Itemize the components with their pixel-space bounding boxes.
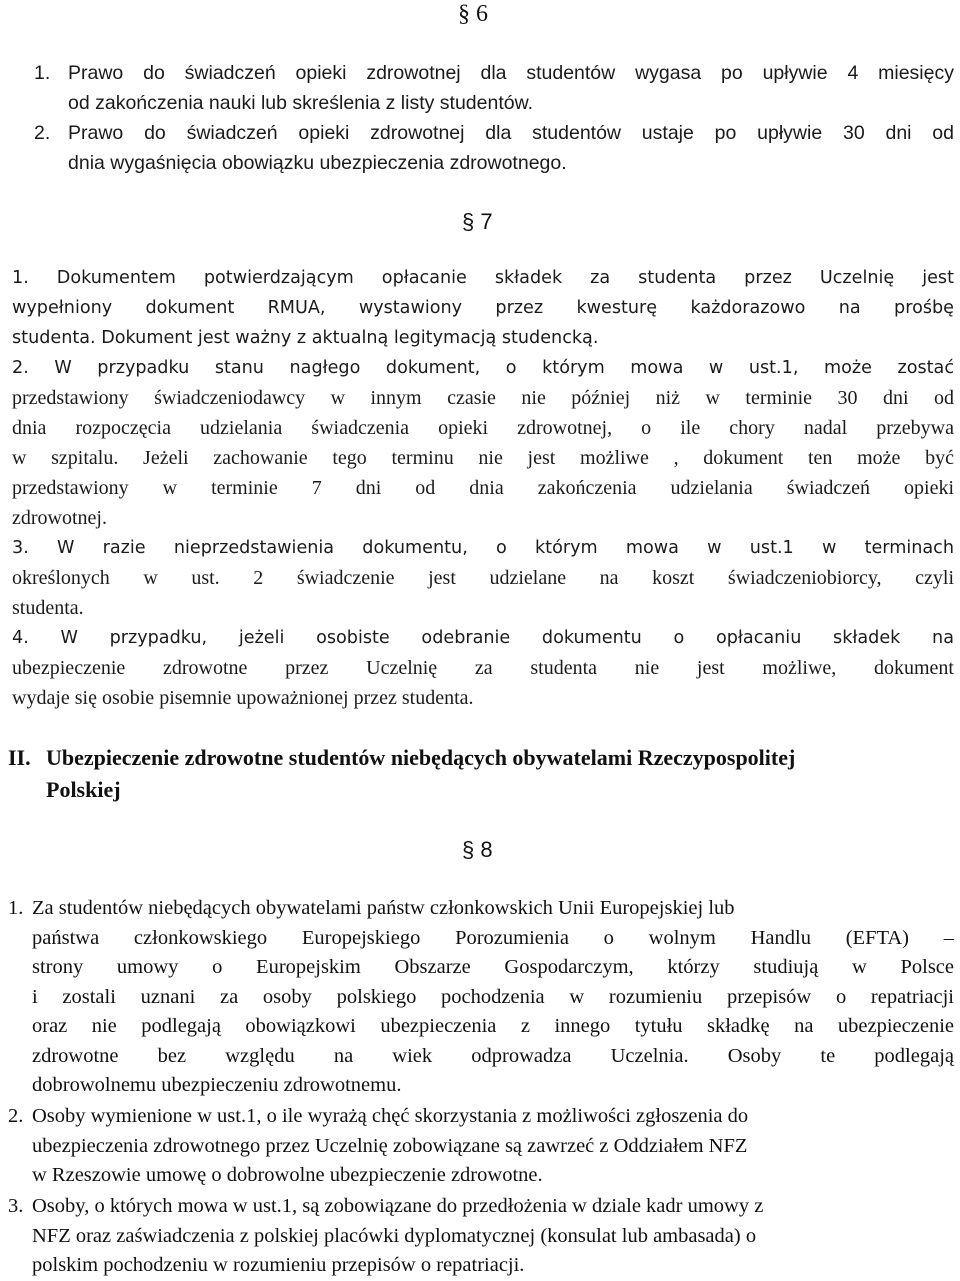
item-number: 4. (12, 628, 29, 648)
section-6-item-1 (34, 58, 954, 118)
item-line: strony umowy o Europejskim Obszarze Gospodarczym, którzy studiują w Polsce (32, 956, 954, 978)
item-line: Prawo do świadczeń opieki zdrowotnej dla studentów wygasa po upływie 4 miesięcy (68, 62, 954, 84)
section-7-mark: § 7 (462, 209, 493, 234)
item-line (12, 623, 954, 653)
part-2-title-line: Polskiej (46, 777, 121, 802)
item-number: 3. (8, 1195, 24, 1217)
item-line (12, 353, 954, 383)
item-number: 3. (12, 538, 29, 558)
section-7-item-4 (12, 623, 954, 713)
item-line: określonych w ust. 2 świadczenie jest udzielane na koszt świadczeniobiorcy, czyli (12, 567, 954, 589)
item-line: ubezpieczenia zdrowotnego przez Uczelnię zobowiązane są zawrzeć z Oddziałem NFZ (32, 1134, 748, 1157)
section-8-item-2 (8, 1102, 954, 1191)
item-first-line: W przypadku, jeżeli osobiste odebranie dokumentu o opłacaniu składek na (60, 628, 954, 648)
section-6-mark: § 6 (458, 1, 488, 27)
item-line: dnia wygaśnięcia obowiązku ubezpieczenia zdrowotnego. (68, 152, 567, 174)
item-line: Osoby, o których mowa w ust.1, są zobowiązane do przedłożenia w dziale kadr umowy z (32, 1195, 764, 1217)
item-line: zdrowotnej. (12, 507, 107, 529)
section-7-item-2 (12, 353, 954, 533)
part-2-number: II. (8, 745, 31, 770)
part-2-title-line: Ubezpieczenie zdrowotne studentów niebędących obywatelami Rzeczypospolitej (46, 745, 796, 770)
part-2-heading (8, 742, 954, 806)
item-line: studenta. Dokument jest ważny z aktualną legitymacją studencką. (12, 328, 599, 348)
item-line: wydaje się osobie pisemnie upoważnionej przez studenta. (12, 687, 474, 709)
item-line: w szpitalu. Jeżeli zachowanie tego terminu nie jest możliwe , dokument ten może być (12, 447, 954, 469)
item-number: 1. (34, 62, 51, 84)
item-line: Za studentów niebędących obywatelami państw członkowskich Unii Europejskiej lub (32, 897, 735, 919)
item-line: wypełniony dokument RMUA, wystawiony przez kwesturę każdorazowo na prośbę (12, 298, 954, 318)
section-7-item-3 (12, 533, 954, 623)
item-line: ubezpieczenie zdrowotne przez Uczelnię za studenta nie jest możliwe, dokument (12, 657, 954, 679)
item-number: 2. (8, 1105, 24, 1127)
section-8-item-1 (8, 894, 954, 1101)
item-number: 2. (12, 358, 29, 378)
item-line: oraz nie podlegają obowiązkowi ubezpieczenia z innego tytułu składkę na ubezpieczenie (32, 1015, 954, 1037)
item-line: Osoby wymienione w ust.1, o ile wyrażą chęć skorzystania z możliwości zgłoszenia do (32, 1105, 749, 1127)
item-line: od zakończenia nauki lub skreślenia z listy studentów. (68, 92, 534, 114)
item-line: studenta. (12, 597, 84, 619)
item-number: 1. (8, 897, 24, 919)
section-8-item-3 (8, 1192, 954, 1281)
item-line: zdrowotne bez względu na wiek odprowadza Uczelnia. Osoby te podlegają (32, 1044, 954, 1067)
item-line: w Rzeszowie umowę o dobrowolne ubezpieczenie zdrowotne. (32, 1164, 543, 1186)
item-line: i zostali uznani za osoby polskiego pochodzenia w rozumieniu przepisów o repatriacji (32, 985, 954, 1008)
section-7-item-1 (12, 263, 954, 353)
item-line: NFZ oraz zaświadczenia z polskiej placówki dyplomatycznej (konsulat lub ambasada) o (32, 1224, 757, 1247)
item-line: przedstawiony w terminie 7 dni od dnia zakończenia udzielania świadczeń opieki (12, 477, 954, 499)
item-first-line: W razie nieprzedstawienia dokumentu, o którym mowa w ust.1 w terminach (57, 538, 955, 558)
item-number: 1. (12, 268, 29, 288)
item-line (12, 263, 954, 293)
section-6-item-2 (34, 118, 954, 178)
section-8-mark: § 8 (462, 837, 493, 862)
item-first-line: Dokumentem potwierdzającym opłacanie składek za studenta przez Uczelnię jest (56, 268, 954, 288)
item-line: państwa członkowskiego Europejskiego Porozumienia o wolnym Handlu (EFTA) – (32, 926, 954, 949)
item-line: Prawo do świadczeń opieki zdrowotnej dla studentów ustaje po upływie 30 dni od (68, 122, 954, 144)
item-line: dobrowolnemu ubezpieczeniu zdrowotnemu. (32, 1074, 402, 1096)
item-line (12, 533, 954, 563)
item-line: przedstawiony świadczeniodawcy w innym czasie nie później niż w terminie 30 dni od (12, 387, 954, 409)
item-line: polskim pochodzeniu w rozumieniu przepisów o repatriacji. (32, 1254, 525, 1276)
item-line: dnia rozpoczęcia udzielania świadczenia opieki zdrowotnej, o ile chory nadal przebywa (12, 417, 954, 439)
item-first-line: W przypadku stanu nagłego dokument, o którym mowa w ust.1, może zostać (54, 358, 955, 378)
item-number: 2. (34, 122, 51, 144)
